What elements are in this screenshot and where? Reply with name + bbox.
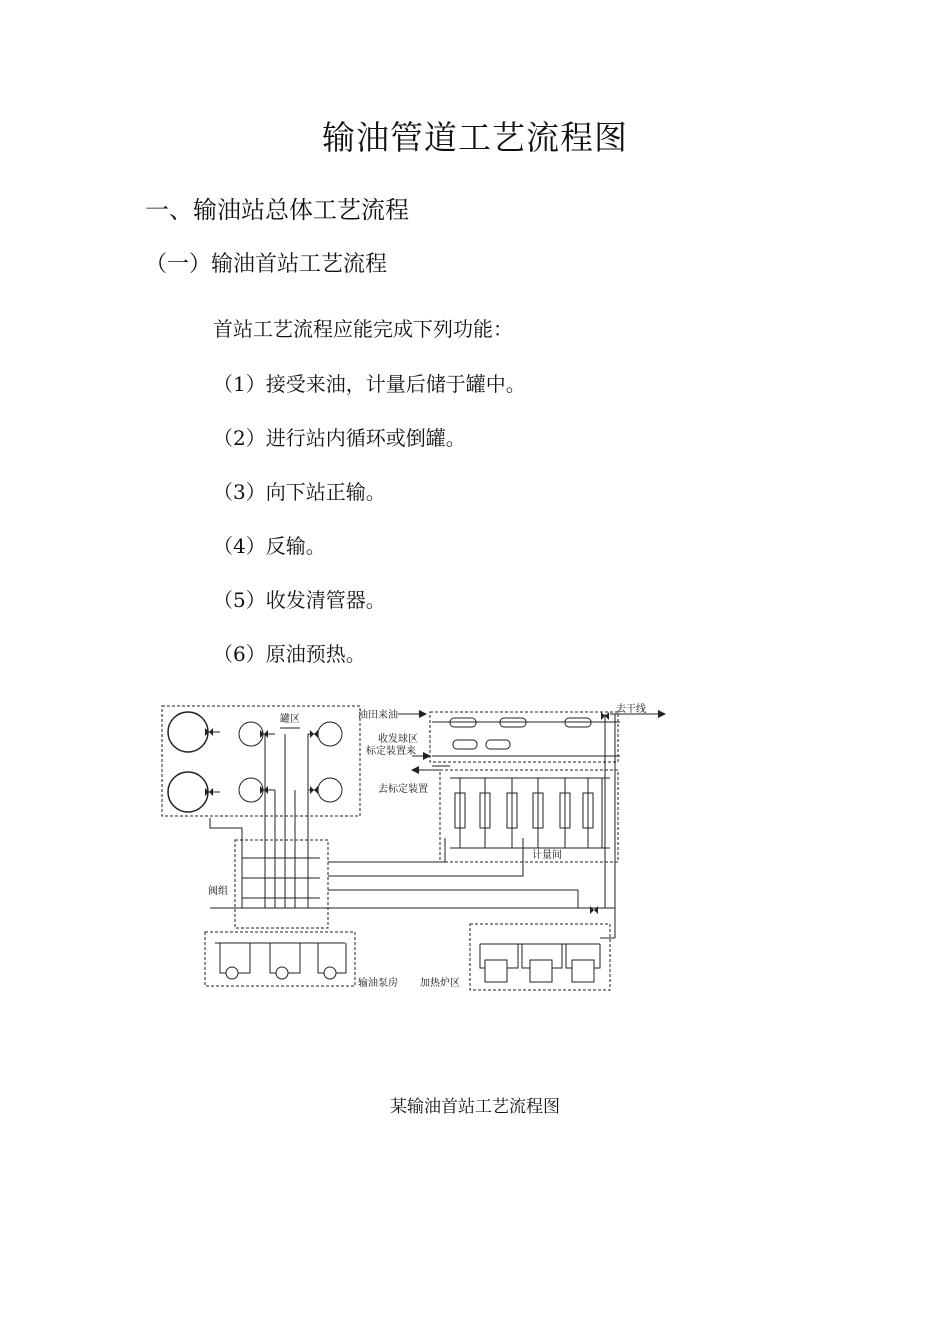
tank: [168, 772, 208, 812]
heating-area-boundary: [470, 924, 610, 990]
page-title: 输油管道工艺流程图: [322, 118, 628, 157]
section-heading: 一、输油站总体工艺流程: [145, 196, 409, 224]
function-item: （5）收发清管器。: [213, 588, 386, 612]
subsection-heading: （一）输油首站工艺流程: [145, 252, 388, 277]
pump: [276, 967, 288, 979]
label-pig-area: 收发球区: [378, 734, 418, 745]
tank: [239, 722, 263, 746]
function-item: （6）原油预热。: [213, 642, 366, 666]
tank: [239, 778, 263, 802]
pump: [324, 967, 336, 979]
label-valve-group: 阀组: [208, 886, 228, 897]
label-calibration-in: 标定装置来: [366, 746, 416, 757]
label-calibration-out: 去标定装置: [378, 784, 428, 795]
label-metering-room: 计量间: [532, 850, 562, 861]
label-tank-area: 罐区: [280, 714, 300, 725]
label-oilfield-inflow: 油田来油: [358, 710, 398, 721]
pump: [226, 967, 238, 979]
process-flow-diagram: [150, 698, 670, 998]
tank: [318, 778, 342, 802]
furnace: [485, 960, 507, 982]
furnace: [572, 960, 594, 982]
function-item: （2）进行站内循环或倒罐。: [213, 426, 466, 450]
function-item: （1）接受来油，计量后储于罐中。: [213, 372, 526, 396]
function-item: （4）反输。: [213, 534, 326, 558]
tank: [318, 722, 342, 746]
label-heating-furnace-area: 加热炉区: [420, 978, 460, 989]
tank: [168, 712, 208, 752]
intro-paragraph: 首站工艺流程应能完成下列功能：: [213, 317, 513, 341]
label-pump-room: 输油泵房: [358, 978, 398, 989]
label-to-trunk-line: 去干线: [616, 704, 646, 715]
function-item: （3）向下站正输。: [213, 480, 386, 504]
figure-caption: 某输油首站工艺流程图: [390, 1097, 560, 1117]
valve-group-boundary: [235, 840, 328, 928]
furnace: [530, 960, 552, 982]
